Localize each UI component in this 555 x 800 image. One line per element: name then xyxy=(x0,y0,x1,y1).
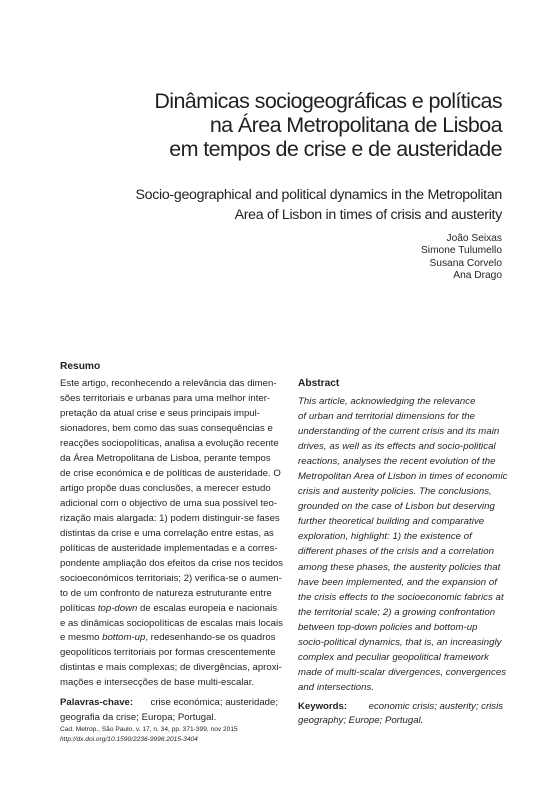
text-line: artigo propõe duas conclusões, a merecer estudo xyxy=(60,482,271,494)
text-line: geopolíticos territoriais por formas crescentemente xyxy=(60,647,276,659)
text-line: socioeconómicos territoriais; 2) verifica-se o aumen- xyxy=(60,572,282,584)
text-line: crisis and austerity policies. The conclusions, xyxy=(298,486,492,498)
text-line: reacções sociopolíticas, analisa a evolução recente xyxy=(60,437,279,449)
resumo-keywords xyxy=(60,696,278,725)
text-line: distintas e mais complexas; de divergências, aproxi- xyxy=(60,662,282,674)
text-line: further theoretical building and comparative xyxy=(298,516,485,528)
text-line: between top-down policies and bottom-up xyxy=(298,621,478,633)
text-line: mações e intersecções de base multi-escalar. xyxy=(60,677,255,689)
text-line: grounded on the case of Lisbon but deserving xyxy=(298,501,495,513)
text-line: made of multi-scalar divergences, convergences xyxy=(298,666,507,678)
keywords-label: Keywords: xyxy=(298,700,348,712)
text-line: de crise económica e de políticas de austeridade. O xyxy=(60,467,281,479)
author-name: Simone Tulumello xyxy=(421,245,502,257)
author-list xyxy=(421,233,502,282)
subtitle-line: Area of Lisbon in times of crisis and austerity xyxy=(234,206,502,223)
author-name: Susana Corvelo xyxy=(429,257,502,269)
keywords-text: geography; Europe; Portugal. xyxy=(298,715,424,727)
abstract-keywords xyxy=(298,700,503,729)
keywords-text: geografia da crise; Europa; Portugal. xyxy=(60,711,217,723)
resumo-section xyxy=(60,360,283,725)
text-line: sões territoriais e urbanas para uma melhor inter- xyxy=(60,392,271,404)
text-line: drives, as well as its effects and socio-political xyxy=(298,441,496,453)
text-line: and intersections. xyxy=(298,681,375,693)
text-line: reactions, analyses the recent evolution of the xyxy=(298,456,496,468)
text-line: the crisis effects to the socioeconomic fabrics at xyxy=(298,591,504,603)
page-footer xyxy=(60,725,238,745)
text-line: exploration, highlight: 1) the existence of xyxy=(298,531,472,543)
abstract-heading: Abstract xyxy=(298,378,340,389)
title-line: Dinâmicas sociogeográficas e políticas xyxy=(154,89,502,113)
text-line: adicional com o objectivo de uma sua possível teo- xyxy=(60,497,278,509)
text-line: políticas top-down de escalas europeia e nacionais xyxy=(60,602,278,614)
article-title-portuguese xyxy=(42,89,502,161)
abstract-section xyxy=(298,377,508,729)
citation: Cad. Metrop., São Paulo, v. 17, n. 34, pp. 371-399, nov 2015 xyxy=(60,726,238,733)
text-line: distintas da crise e uma correlação entre estas, as xyxy=(60,527,274,539)
author-name: Ana Drago xyxy=(453,269,502,281)
text-line: rização mais alargada: 1) podem distinguir-se fases xyxy=(60,512,280,524)
text-line: This article, acknowledging the relevance xyxy=(298,396,476,407)
text-line: e as dinâmicas sociopolíticas de escalas mais locais xyxy=(60,617,283,629)
text-line: of urban and territorial dimensions for the xyxy=(298,411,476,423)
text-line: políticas de austeridade implementadas e a corres- xyxy=(60,542,278,554)
text-line: the territorial scale; 2) a growing confrontation xyxy=(298,606,496,618)
keywords-label: Palavras-chave: xyxy=(60,697,134,709)
title-line: em tempos de crise e de austeridade xyxy=(169,137,502,161)
title-line: na Área Metropolitana de Lisboa xyxy=(209,113,502,137)
resumo-heading: Resumo xyxy=(60,361,101,372)
text-line: among these phases, the austerity policies that xyxy=(298,561,501,573)
resumo-body xyxy=(60,377,283,691)
text-line: understanding of the current crisis and its main xyxy=(298,426,500,438)
text-line: Este artigo, reconhecendo a relevância das dimen- xyxy=(60,378,277,389)
text-line: sionadores, bem como das suas consequências e xyxy=(60,422,273,434)
text-line: complex and peculiar geopolitical framework xyxy=(298,651,489,663)
author-name: João Seixas xyxy=(446,233,502,244)
text-line: da Área Metropolitana de Lisboa, perante tempos xyxy=(60,452,271,464)
doi-link[interactable]: http://dx.doi.org/10.1590/2236-9996.2015-3404 xyxy=(60,736,198,743)
text-line: different phases of the crisis and a correlation xyxy=(298,546,494,558)
text-line: pondente ampliação dos efeitos da crise nos tecidos xyxy=(60,557,283,569)
abstract-body xyxy=(298,394,508,695)
subtitle-line: Socio-geographical and political dynamics in the Metropolitan xyxy=(135,187,502,203)
text-line: have been implemented, and the expansion of xyxy=(298,576,497,588)
keywords-text: economic crisis; austerity; crisis xyxy=(368,700,503,712)
text-line: Metropolitan Area of Lisbon in times of economic xyxy=(298,471,508,483)
text-line: to de um confronto de natureza estruturante entre xyxy=(60,587,272,599)
text-line: e mesmo bottom-up, redesenhando-se os quadros xyxy=(60,632,276,644)
text-line: pretação da atual crise e seus principais impul- xyxy=(60,407,260,419)
text-line: socio-political dynamics, that is, an increasingly xyxy=(298,636,502,648)
article-title-english xyxy=(42,186,502,225)
keywords-text: crise económica; austeridade; xyxy=(150,697,278,709)
